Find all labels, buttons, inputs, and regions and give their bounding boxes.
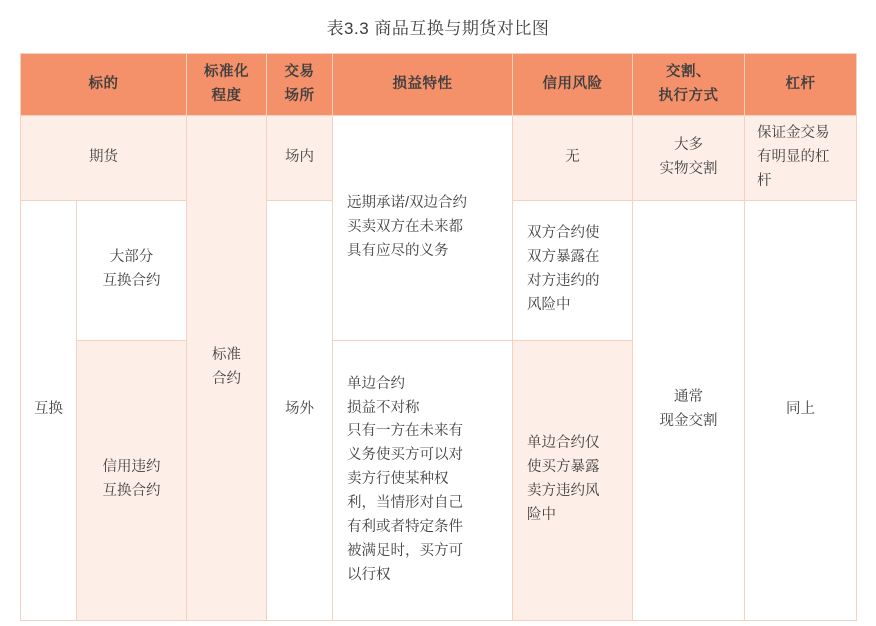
column-header-settlement (633, 54, 745, 116)
header-line: 杠杆 (785, 75, 816, 92)
cell-line: 卖方违约风 (527, 483, 600, 500)
table-body (21, 116, 857, 621)
column-header-subject (21, 54, 187, 116)
cell-line: 卖方行使某种权 (347, 471, 449, 488)
cell-standardization-futures (187, 116, 267, 621)
cell-line: 风险中 (527, 297, 571, 314)
cell-line: 对方违约的 (527, 273, 600, 290)
cell-line: 互换合约 (102, 273, 161, 290)
cell-line: 险中 (527, 507, 556, 524)
cell-line: 杆 (757, 172, 772, 189)
cell-line: 以行权 (347, 566, 391, 583)
cell-line: 具有应尽的义务 (347, 242, 449, 259)
table-container (20, 53, 856, 621)
column-header-standardization (187, 54, 267, 116)
table-header (21, 54, 857, 116)
cell-line: 有明显的杠 (757, 148, 830, 165)
cell-credit-risk-futures: 无 (513, 116, 633, 201)
cell-line: 单边合约 (347, 375, 405, 392)
header-line: 标准化 (204, 63, 249, 80)
cell-line: 大多 (674, 136, 703, 153)
table-row (21, 116, 857, 201)
cell-leverage-futures (745, 116, 857, 201)
cell-line: 被满足时，买方可 (347, 543, 463, 560)
cell-line: 实物交割 (659, 160, 718, 177)
cell-line: 信用违约 (102, 459, 161, 476)
cell-line: 损益不对称 (347, 399, 420, 416)
cell-leverage-swap: 同上 (745, 200, 857, 620)
cell-line: 互换合约 (102, 483, 161, 500)
cell-settlement-swap (633, 200, 745, 620)
cell-line: 大部分 (109, 249, 154, 266)
cell-line: 远期承诺/双边合约 (347, 195, 468, 211)
group-label-swap: 互换 (34, 401, 63, 418)
cell-line: 只有一方在未来有 (347, 423, 463, 440)
cell-line: 使买方暴露 (527, 459, 600, 476)
header-line: 程度 (211, 87, 242, 104)
header-line: 损益特性 (392, 75, 453, 92)
cell-line: 双方合约使 (527, 225, 600, 242)
cell-line: 利，当情形对自己 (347, 495, 463, 512)
table-caption: 表3.3 商品互换与期货对比图 (326, 19, 550, 38)
cell-venue-swap: 场外 (267, 200, 333, 620)
cell-subject-cds (77, 340, 187, 620)
cell-line: 单边合约仅 (527, 435, 600, 452)
column-header-payoff (333, 54, 513, 116)
column-header-credit-risk (513, 54, 633, 116)
header-line: 场所 (284, 87, 315, 104)
header-line: 交割、 (666, 63, 711, 80)
cell-subject-most-swap (77, 200, 187, 340)
cell-line: 买卖双方在未来都 (347, 218, 463, 235)
cell-credit-risk-cds (513, 340, 633, 620)
header-line: 交易 (284, 63, 315, 80)
cell-line: 现金交割 (659, 413, 718, 430)
cell-line: 双方暴露在 (527, 249, 600, 266)
cell-line: 有利或者特定条件 (347, 519, 463, 536)
cell-venue-futures: 场内 (267, 116, 333, 201)
header-line: 标的 (88, 75, 119, 92)
cell-payoff-cds (333, 340, 513, 620)
cell-line: 保证金交易 (757, 125, 830, 141)
header-line: 信用风险 (542, 75, 603, 92)
header-line: 执行方式 (658, 87, 719, 104)
cell-line: 标准 (212, 346, 241, 363)
cell-line: 合约 (212, 370, 241, 387)
cell-line: 义务使买方可以对 (347, 447, 463, 464)
column-header-venue (267, 54, 333, 116)
column-header-leverage (745, 54, 857, 116)
cell-settlement-futures (633, 116, 745, 201)
comparison-table (20, 53, 857, 621)
cell-payoff-swap-general (333, 116, 513, 341)
cell-line: 通常 (674, 389, 703, 406)
cell-subject-futures: 期货 (21, 116, 187, 201)
cell-group-swap (21, 200, 77, 620)
cell-credit-risk-most-swap (513, 200, 633, 340)
table-header-row (21, 54, 857, 116)
